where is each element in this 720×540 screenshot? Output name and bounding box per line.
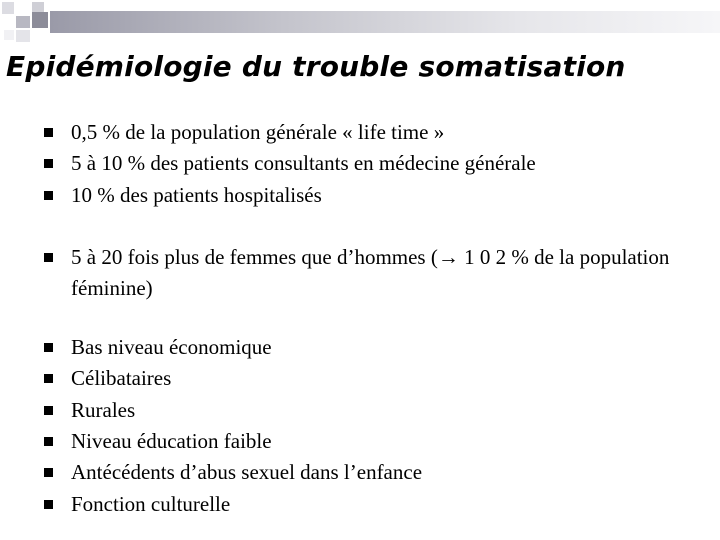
title-bar-decoration bbox=[50, 11, 720, 33]
square-bullet-icon bbox=[44, 374, 53, 383]
square-bullet-icon bbox=[44, 500, 53, 509]
bullet-text: 5 à 20 fois plus de femmes que d’hommes (→ 1 0 2 % de la population féminine) bbox=[71, 245, 670, 300]
bullet-text: Niveau éducation faible bbox=[71, 429, 272, 453]
square-bullet-icon bbox=[44, 128, 53, 137]
bullet-text: Célibataires bbox=[71, 366, 172, 390]
square-bullet-icon bbox=[44, 437, 53, 446]
bullet-text: Fonction culturelle bbox=[71, 492, 231, 516]
bullet-text: 0,5 % de la population générale « life time » bbox=[71, 120, 445, 144]
bullet-text: 5 à 10 % des patients consultants en médecine générale bbox=[71, 151, 536, 175]
square-bullet-icon bbox=[44, 343, 53, 352]
bullet-text: Rurales bbox=[71, 398, 136, 422]
bullet-text: 10 % des patients hospitalisés bbox=[71, 183, 322, 207]
bullet-text: Bas niveau économique bbox=[71, 335, 272, 359]
square-bullet-icon bbox=[44, 406, 53, 415]
square-bullet-icon bbox=[44, 191, 53, 200]
bullet-text: Antécédents d’abus sexuel dans l’enfance bbox=[71, 460, 423, 484]
square-bullet-icon bbox=[44, 468, 53, 477]
slide-title: Epidémiologie du trouble somatisation bbox=[6, 50, 626, 83]
square-bullet-icon bbox=[44, 253, 53, 262]
square-bullet-icon bbox=[44, 159, 53, 168]
